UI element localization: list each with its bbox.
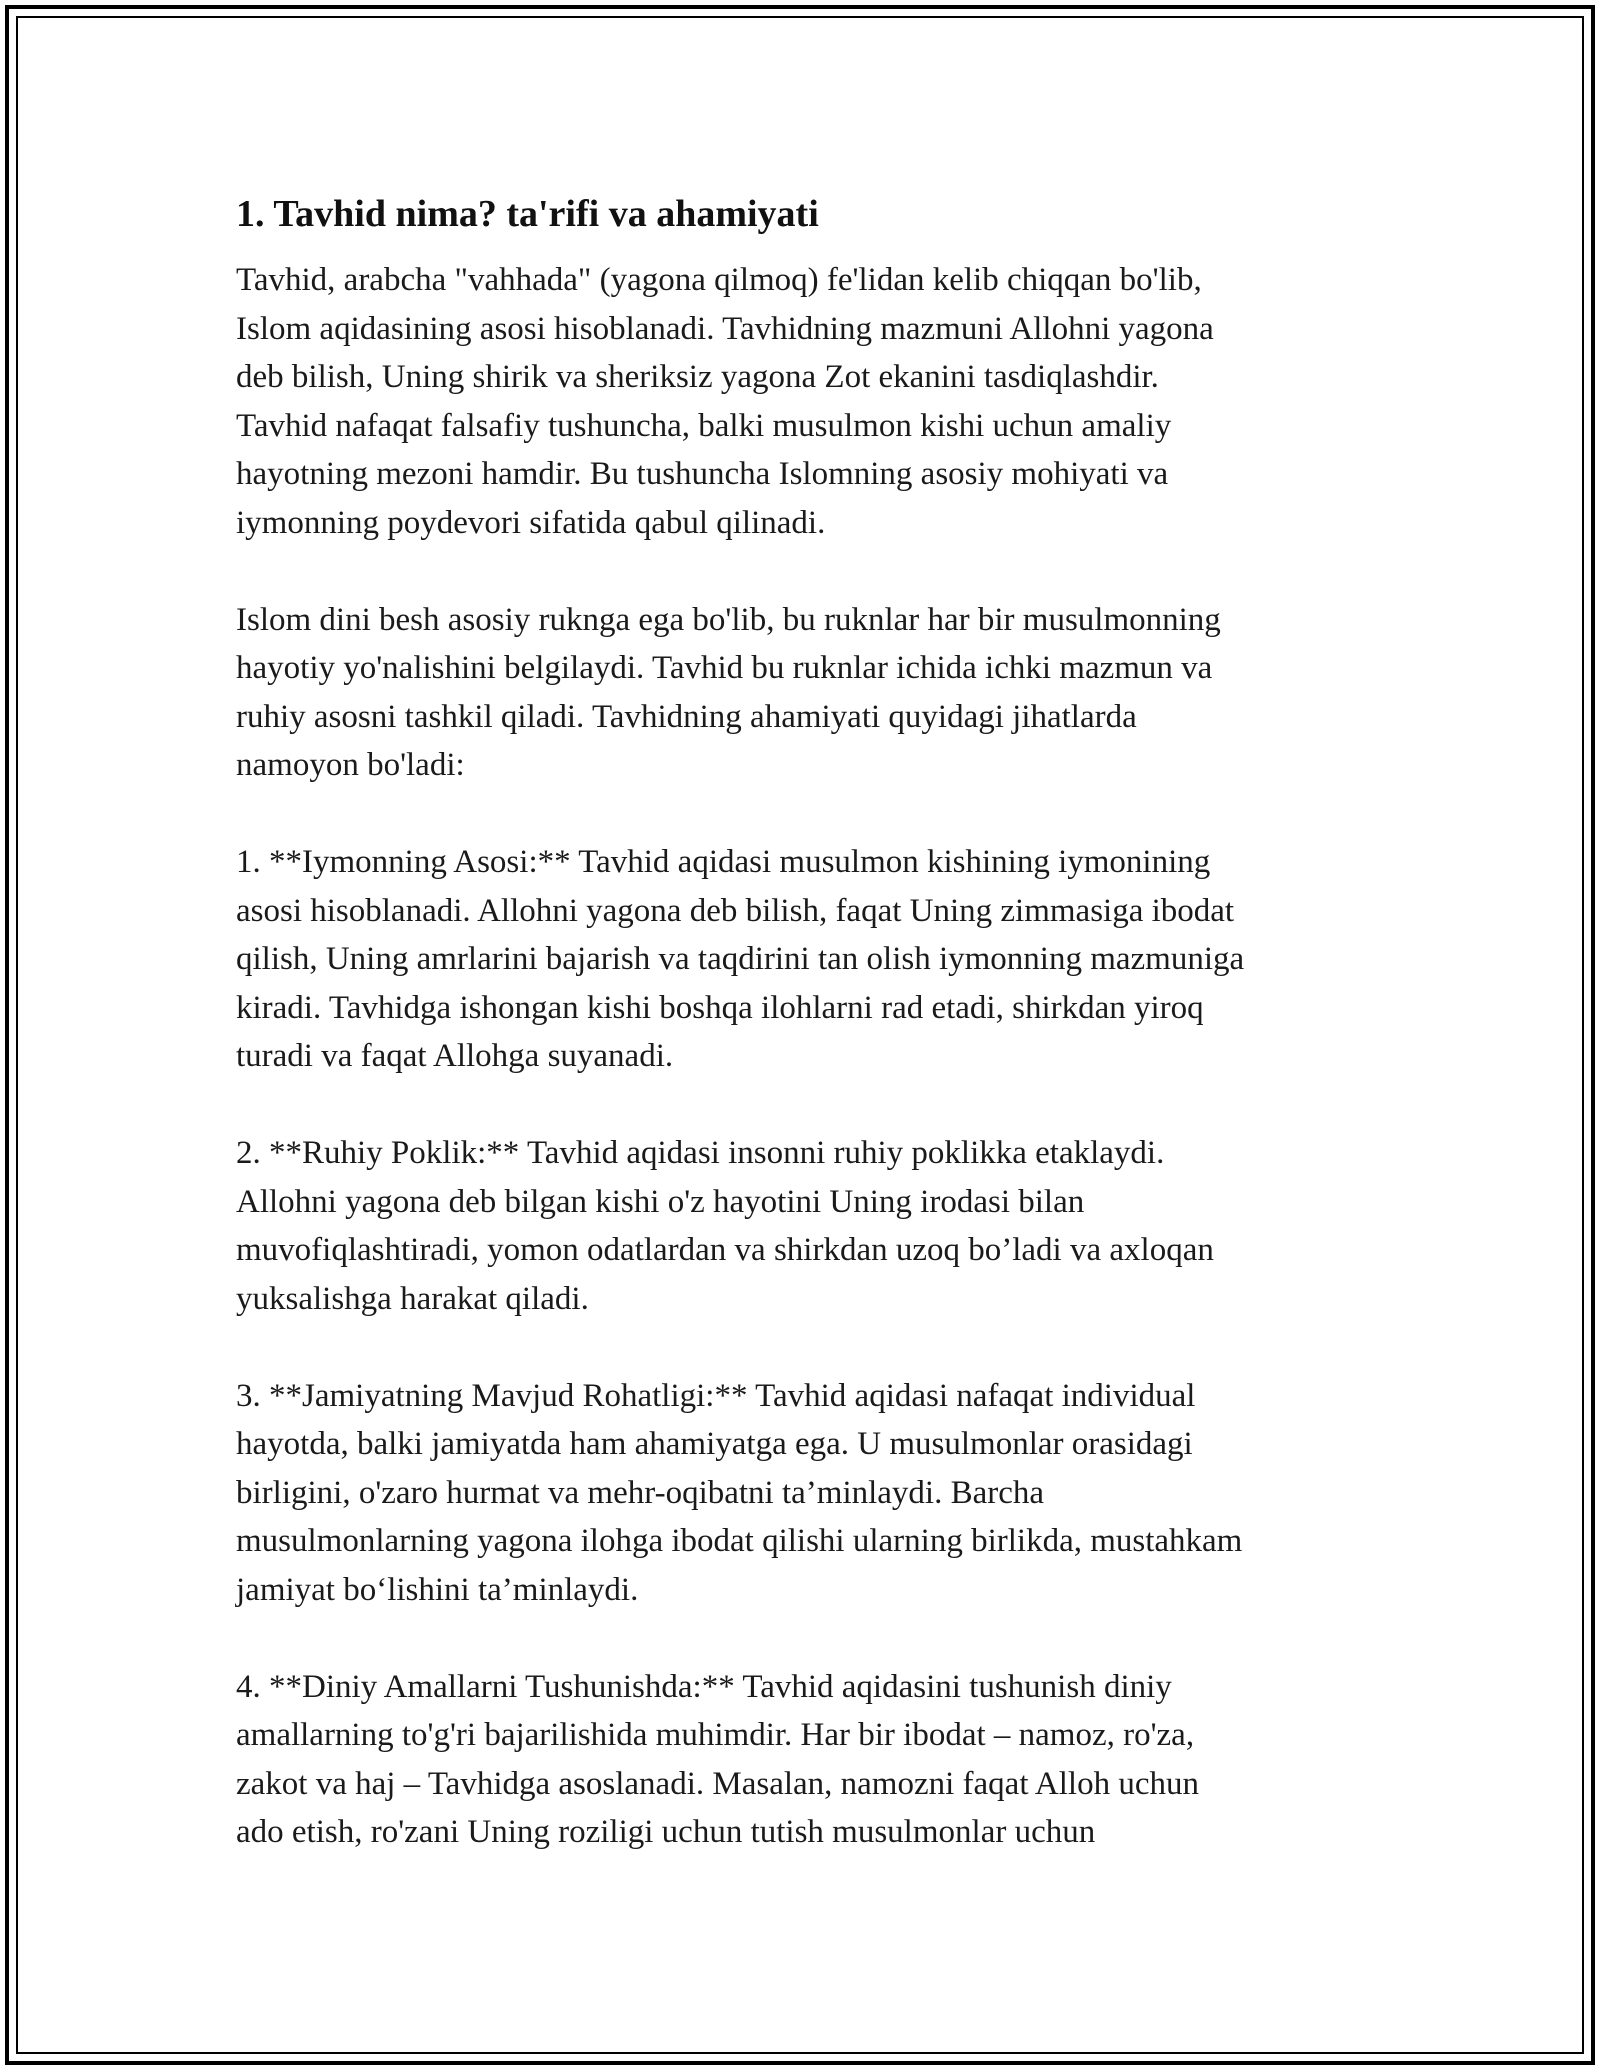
text-line: kiradi. Tavhidga ishongan kishi boshqa ilohlarni rad etadi, shirkdan yiroq: [236, 989, 1204, 1026]
text-line: jamiyat bo‘lishini ta’minlaydi.: [236, 1571, 639, 1608]
text-line: muvofiqlashtiradi, yomon odatlardan va shirkdan uzoq bo’ladi va axloqan: [236, 1232, 1214, 1268]
text-line: iymonning poydevori sifatida qabul qilinadi.: [236, 504, 826, 541]
document-body: [236, 186, 1366, 1857]
text-line: 2. **Ruhiy Poklik:** Tavhid aqidasi insonni ruhiy poklikka etaklaydi.: [236, 1135, 1165, 1171]
list-item-2: [236, 1129, 1366, 1323]
section-heading: 1. Tavhid nima? ta'rifi va ahamiyati: [236, 193, 819, 235]
text-line: Tavhid nafaqat falsafiy tushuncha, balki musulmon kishi uchun amaliy: [236, 407, 1172, 444]
text-line: yuksalishga harakat qiladi.: [236, 1280, 589, 1317]
text-line: hayotning mezoni hamdir. Bu tushuncha Islomning asosiy mohiyati va: [236, 456, 1169, 492]
text-line: zakot va haj – Tavhidga asoslanadi. Masalan, namozni faqat Alloh uchun: [236, 1765, 1199, 1802]
text-line: Islom aqidasining asosi hisoblanadi. Tavhidning mazmuni Allohni yagona: [236, 310, 1214, 347]
text-line: Tavhid, arabcha "vahhada" (yagona qilmoq) fe'lidan kelib chiqqan bo'lib,: [236, 262, 1202, 298]
text-line: amallarning to'g'ri bajarilishida muhimdir. Har bir ibodat – namoz, ro'za,: [236, 1717, 1195, 1753]
text-line: Islom dini besh asosiy ruknga ega bo'lib, bu ruknlar har bir musulmonning: [236, 601, 1221, 638]
text-line: birligini, o'zaro hurmat va mehr-oqibatni ta’minlaydi. Barcha: [236, 1474, 1045, 1511]
list-item-4: [236, 1663, 1366, 1857]
text-line: hayotda, balki jamiyatda ham ahamiyatga ega. U musulmonlar orasidagi: [236, 1426, 1193, 1462]
list-item-1: [236, 838, 1366, 1081]
paragraph-intro: [236, 256, 1366, 547]
text-line: 4. **Diniy Amallarni Tushunishda:** Tavhid aqidasini tushunish diniy: [236, 1668, 1172, 1705]
text-line: qilish, Uning amrlarini bajarish va taqdirini tan olish iymonning mazmuniga: [236, 941, 1245, 977]
text-line: ruhiy asosni tashkil qiladi. Tavhidning ahamiyati quyidagi jihatlarda: [236, 698, 1137, 735]
text-line: 3. **Jamiyatning Mavjud Rohatligi:** Tavhid aqidasi nafaqat individual: [236, 1377, 1196, 1414]
text-line: namoyon bo'ladi:: [236, 747, 465, 783]
text-line: musulmonlarning yagona ilohga ibodat qilishi ularning birlikda, mustahkam: [236, 1523, 1243, 1559]
list-item-3: [236, 1372, 1366, 1615]
text-line: turadi va faqat Allohga suyanadi.: [236, 1038, 674, 1074]
text-line: hayotiy yo'nalishini belgilaydi. Tavhid bu ruknlar ichida ichki mazmun va: [236, 650, 1213, 686]
text-line: deb bilish, Uning shirik va sheriksiz yagona Zot ekanini tasdiqlashdir.: [236, 359, 1159, 395]
paragraph-pillars: [236, 596, 1366, 790]
text-line: Allohni yagona deb bilgan kishi o'z hayotini Uning irodasi bilan: [236, 1183, 1085, 1220]
text-line: 1. **Iymonning Asosi:** Tavhid aqidasi musulmon kishining iymonining: [236, 844, 1211, 880]
text-line: ado etish, ro'zani Uning roziligi uchun tutish musulmonlar uchun: [236, 1814, 1096, 1850]
text-line: asosi hisoblanadi. Allohni yagona deb bilish, faqat Uning zimmasiga ibodat: [236, 892, 1235, 929]
